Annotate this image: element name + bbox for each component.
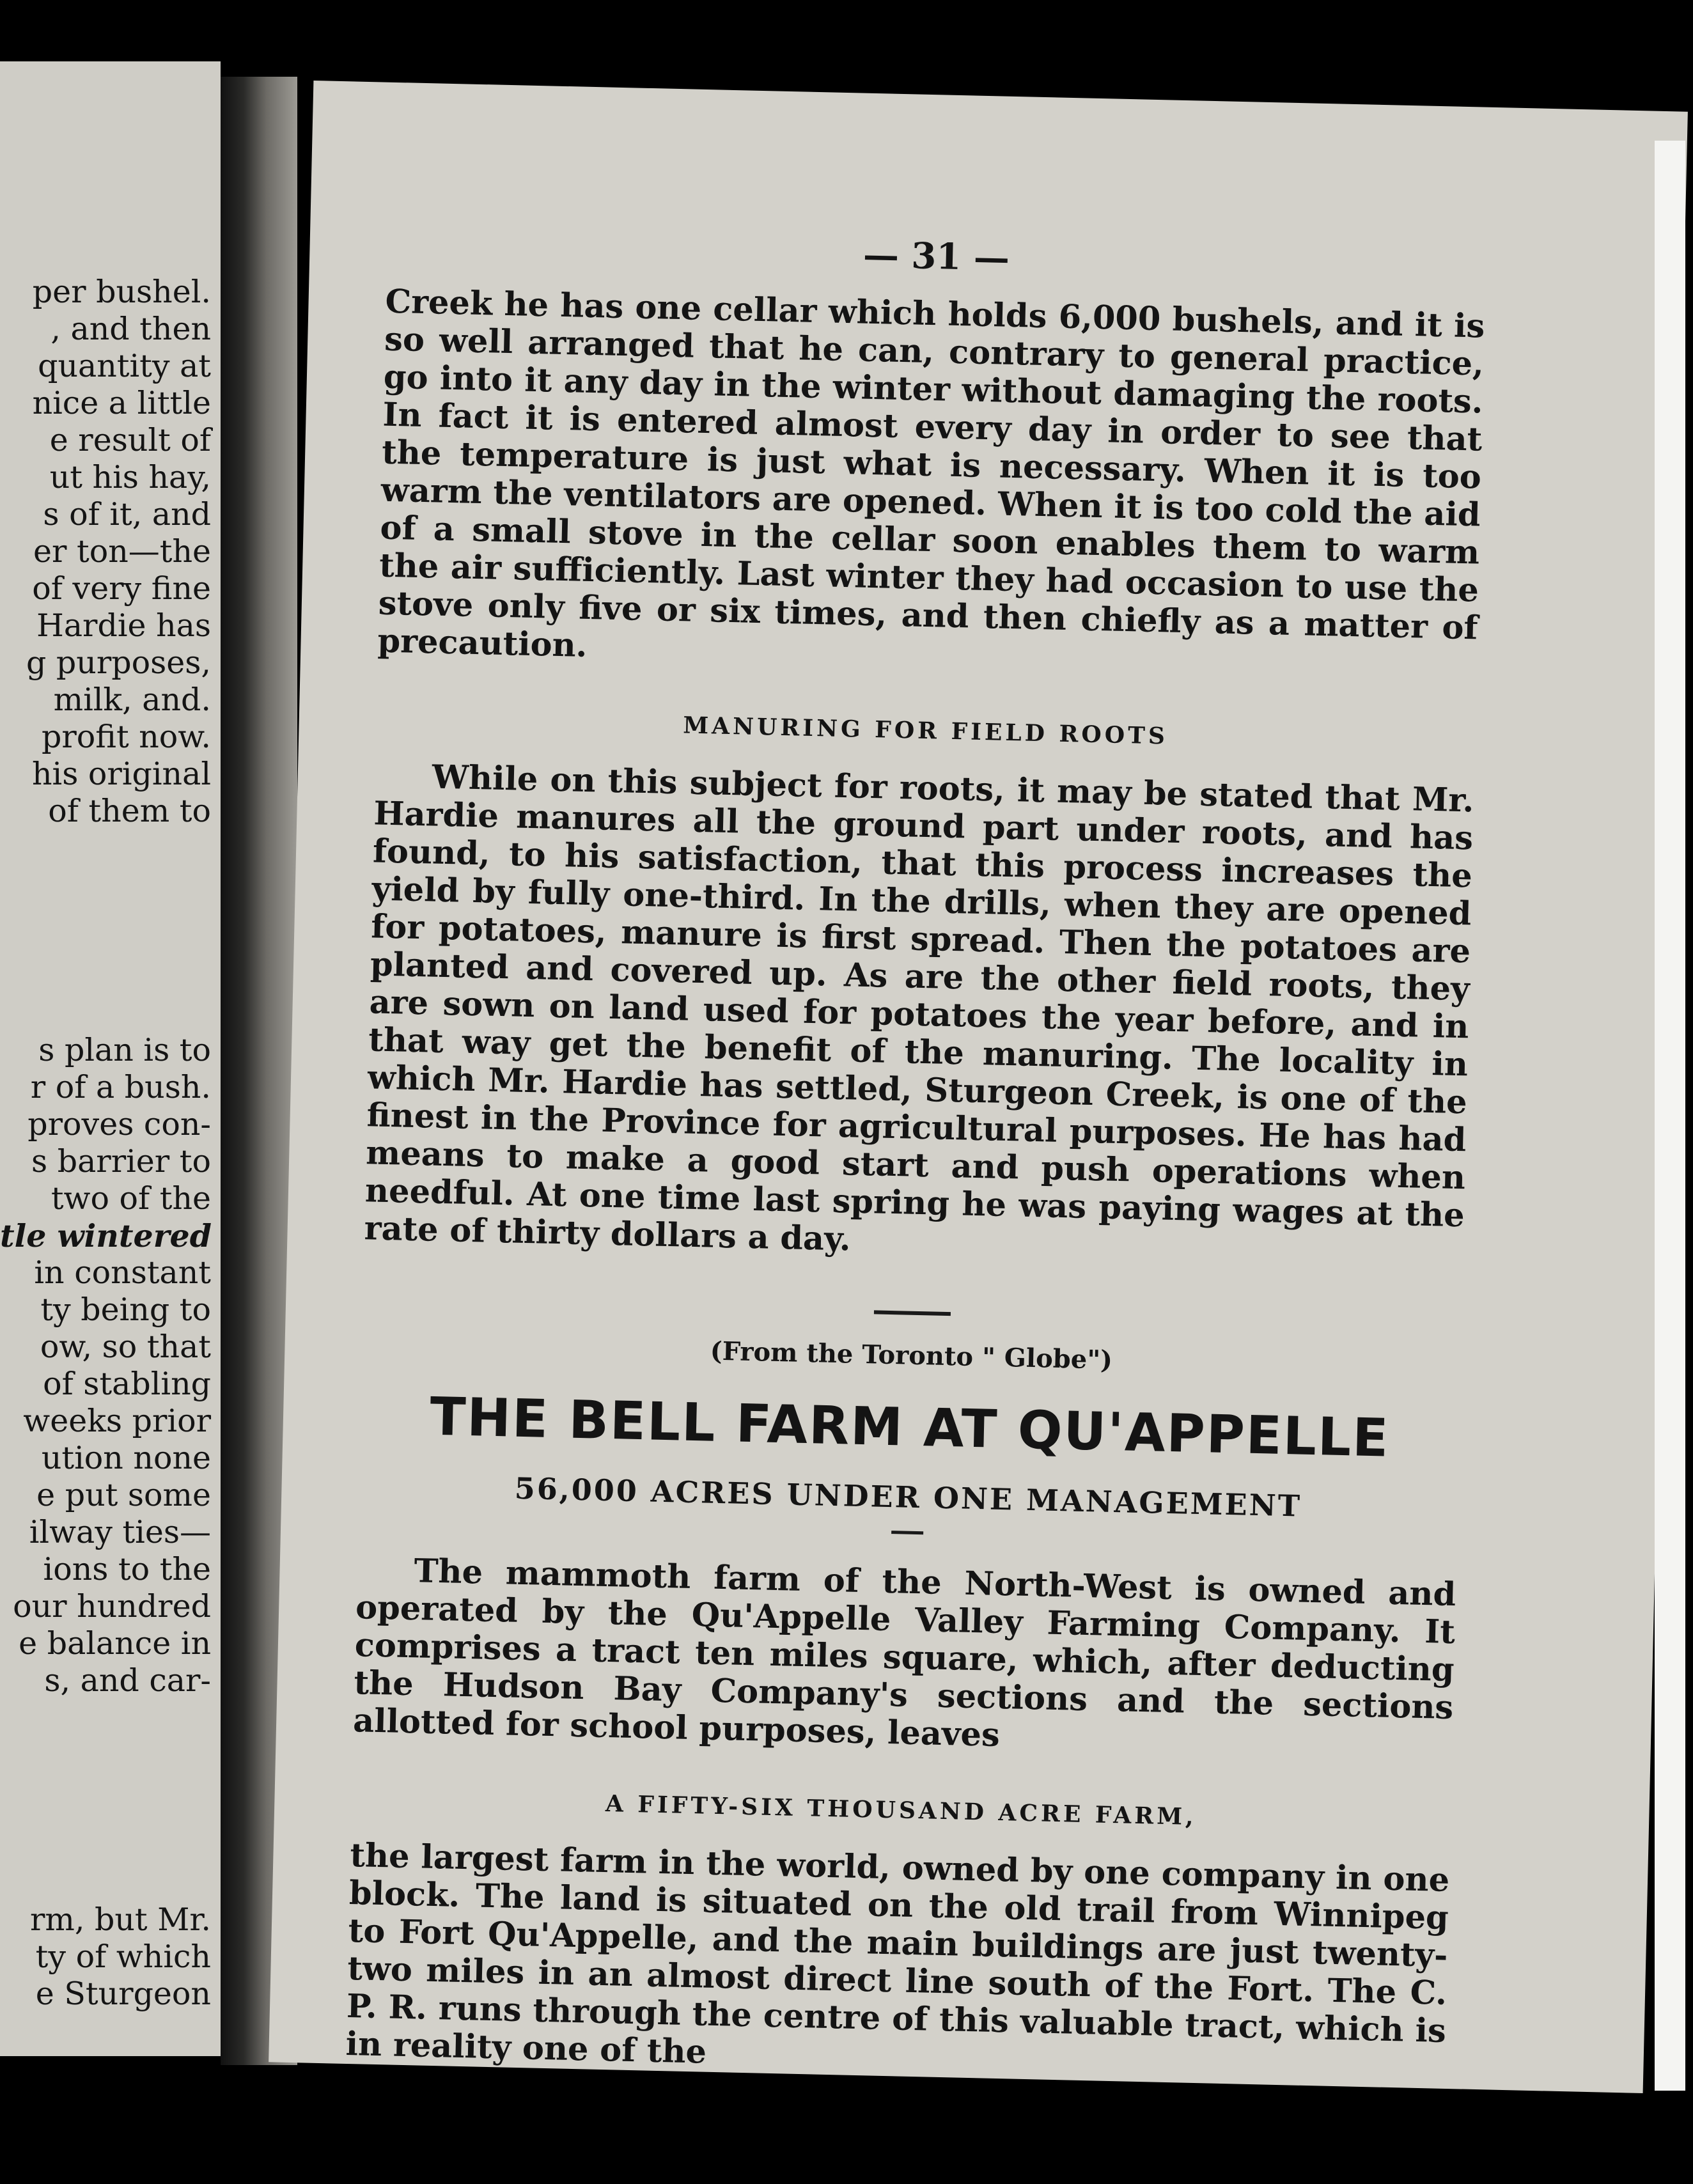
subheading-manuring: MANURING FOR FIELD ROOTS	[682, 712, 1169, 750]
source-credit: (From the Toronto " Globe")	[710, 1336, 1113, 1375]
left-page-block-3	[0, 1901, 211, 2013]
left-line: ions to the	[43, 1551, 211, 1587]
subheading-fifty-six-thousand: A FIFTY-SIX THOUSAND ACRE FARM,	[605, 1790, 1198, 1831]
left-line: of very fine	[32, 570, 211, 607]
left-line: s of it, and	[43, 496, 211, 533]
left-line: profit now.	[41, 719, 211, 755]
left-page-block-2	[0, 1032, 211, 1699]
left-line: of them to	[48, 793, 211, 829]
page-edge	[1655, 141, 1685, 2091]
left-line: Hardie has	[36, 607, 211, 644]
paragraph-largest-farm: the largest farm in the world, owned by one company in one block. The land is situated on the old trail from Winnipeg to Fort Qu'Appelle, and the main buildings are just twenty-two miles in an almost direct line south of the Fort. The C. P. R. runs through the centre of this valuable tract, which is in reality one of the	[345, 1836, 1450, 2071]
left-line: in constant	[34, 1254, 211, 1291]
left-line: weeks prior	[23, 1403, 211, 1439]
title-dash	[891, 1531, 923, 1534]
article-title: THE BELL FARM AT QU'APPELLE	[429, 1386, 1391, 1469]
left-line: proves con-	[27, 1106, 211, 1143]
main-page	[269, 81, 1688, 2093]
page-number: — 31 —	[862, 233, 1010, 279]
left-line: s barrier to	[31, 1143, 211, 1180]
left-line: er ton—the	[33, 533, 211, 570]
page-content	[345, 223, 1486, 2088]
left-line: ow, so that	[40, 1329, 211, 1365]
left-page-block-1	[0, 274, 211, 830]
section-divider	[874, 1310, 951, 1316]
article-subtitle: 56,000 ACRES UNDER ONE MANAGEMENT	[514, 1470, 1302, 1524]
left-line: r of a bush.	[30, 1069, 211, 1105]
left-line: tle wintered	[0, 1217, 212, 1254]
left-line: e Sturgeon	[35, 1976, 211, 2012]
left-line: of stabling	[43, 1366, 211, 1402]
left-line: e balance in	[19, 1625, 211, 1662]
left-line: milk, and.	[53, 682, 211, 718]
left-line: per bushel.	[32, 274, 211, 310]
left-line: his original	[31, 756, 211, 792]
left-line: nice a little	[32, 385, 211, 421]
left-page	[0, 61, 221, 2056]
left-line: s, and car-	[44, 1662, 211, 1699]
left-line: two of the	[51, 1180, 211, 1217]
paragraph-manuring: While on this subject for roots, it may be stated that Mr. Hardie manures all the ground part under roots, and has found, to his satisfaction, that this process increases the yield by fully one-third. In the drills, when they are opened for potatoes, manure is first spread. Then the potatoes are planted and covered up. As are the other field roots, they are sown on land used for potatoes the year before, and in that way get the benefit of the manuring. The locality in which Mr. Hardie has settled, Sturgeon Creek, is one of the finest in the Province for agricultural purposes. He has had means to make a good start and push operations when needful. At one time last spring he was paying wages at the rate of thirty dollars a day.	[364, 758, 1475, 1259]
left-line: quantity at	[38, 348, 211, 384]
left-line: rm, but Mr.	[29, 1901, 211, 1938]
left-line: g purposes,	[26, 644, 211, 681]
left-line: ut his hay,	[49, 459, 211, 495]
left-line: s plan is to	[38, 1032, 211, 1068]
left-line: , and then	[51, 311, 211, 347]
left-line: ution none	[41, 1440, 211, 1476]
left-line: our hundred	[13, 1588, 211, 1625]
left-line: e put some	[36, 1477, 211, 1513]
paragraph-cellar: Creek he has one cellar which holds 6,000 bushels, and it is so well arranged that he can, contrary to general practice, go into it any day in the winter without damaging the roots. In fact it is entered almost every day in order to see that the temperature is just what is necessary. When it is too warm the ventilators are opened. When it is too cold the aid of a small stove in the cellar soon enables them to warm the air sufficiently. Last winter they had occasion to use the stove only five or six times, and then chiefly as a matter of precaution.	[377, 282, 1485, 665]
left-line: ty of which	[35, 1938, 211, 1975]
left-line: ty being to	[40, 1291, 211, 1328]
left-line: e result of	[49, 422, 211, 458]
left-line: ilway ties—	[29, 1514, 211, 1550]
paragraph-bell-farm: The mammoth farm of the North-West is owned and operated by the Qu'Appelle Valley Farming Company. It comprises a tract ten miles square, which, after deducting the Hudson Bay Company's sections and the sections allotted for school purposes, leaves	[352, 1552, 1456, 1755]
